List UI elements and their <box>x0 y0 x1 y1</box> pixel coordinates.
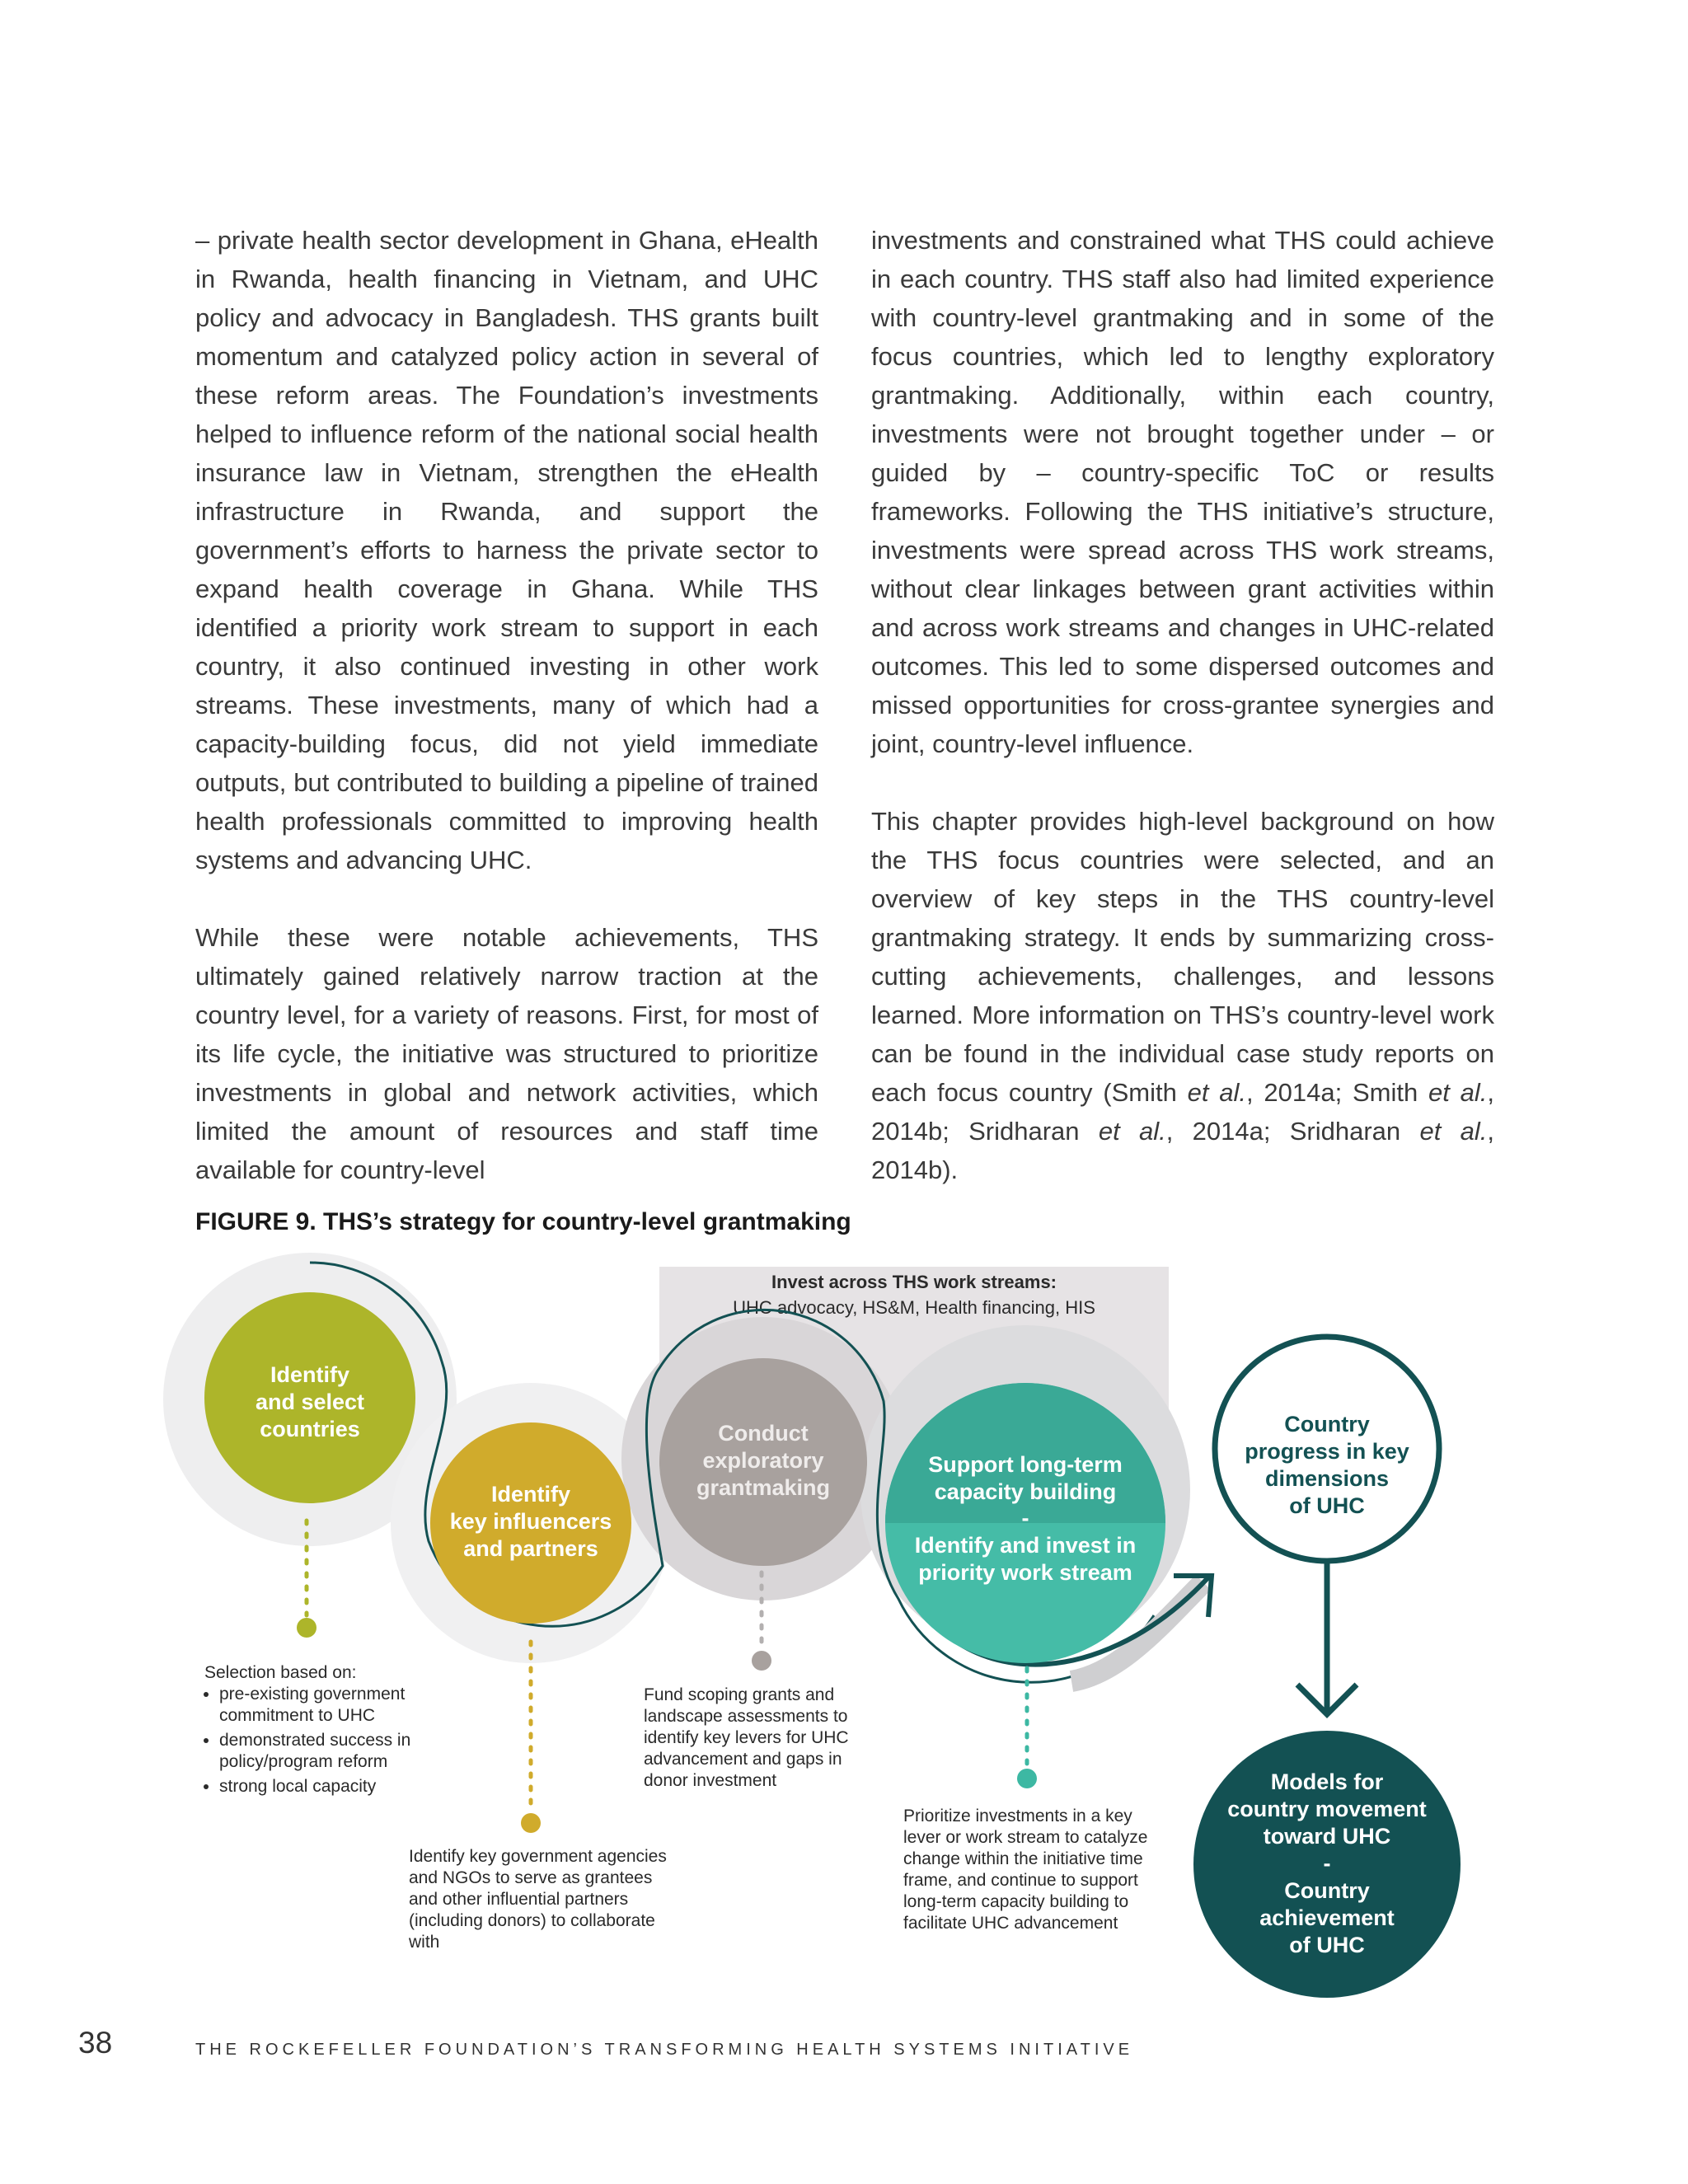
note-influencers: Identify key government agencies and NGOs to serve as grantees and other influential partners (including donors) to collaborate with <box>409 1847 667 1952</box>
right-paragraph-2: This chapter provides high-level background on how the THS focus countries were selected, and an overview of key steps in the THS country-level grantmaking strategy. It ends by summarizing cross-cutting achievements, challenges, and lessons learned. More information on THS’s country-level work can be found in the individual case study reports on each focus country (Smith et al., 2014a; Smith et al., 2014b; Sridharan et al., 2014a; Sridharan et al., 2014b). <box>871 807 1494 1184</box>
note-selection <box>204 1662 419 1801</box>
running-title: THE ROCKEFELLER FOUNDATION’S TRANSFORMING HEALTH SYSTEMS INITIATIVE <box>195 2041 1134 2059</box>
work-streams-header: Invest across THS work streams: <box>771 1272 1057 1292</box>
dot-end-exploratory <box>752 1651 771 1671</box>
dot-end-influencers <box>521 1813 541 1833</box>
label-models: Models for country movement toward UHC - Country achievement of UHC <box>1227 1769 1427 1957</box>
label-support-bottom: Identify and invest in priority work stream <box>914 1533 1137 1585</box>
left-paragraph-2: While these were notable achievements, THS ultimately gained relatively narrow traction at the country level, for a variety of reasons. First, for most of its life cycle, the initiative was structured to prioritize investments in global and network activities, which limited the amount of resources and staff time available for country-level <box>195 923 818 1184</box>
list-item: • pre-existing government commitment to UHC <box>219 1684 419 1727</box>
dot-end-identify-select <box>297 1618 316 1638</box>
list-item: • demonstrated success in policy/program reform <box>219 1730 419 1773</box>
list-item: • strong local capacity <box>219 1776 419 1797</box>
label-identify-select: Identify and select countries <box>255 1362 365 1441</box>
note-scoping: Fund scoping grants and landscape assessments to identify key levers for UHC advancement and gaps in donor investment <box>644 1685 849 1790</box>
note-prioritize: Prioritize investments in a key lever or work stream to catalyze change within the initiative time frame, and continue to support long-term capacity building to facilitate UHC advancement <box>903 1807 1148 1933</box>
page-number: 38 <box>78 2026 113 2060</box>
left-paragraph-1: – private health sector development in Ghana, eHealth in Rwanda, health financing in Vietnam, and UHC policy and advocacy in Bangladesh. THS grants built momentum and catalyzed policy action in several of these reform areas. The Foundation’s investments helped to influence reform of the national social health insurance law in Vietnam, strengthen the eHealth infrastructure in Rwanda, and support the government’s efforts to harness the private sector to expand health coverage in Ghana. While THS identified a priority work stream to support in each country, it also continued investing in other work streams. These investments, many of which had a capacity-building focus, did not yield immediate outputs, but contributed to building a pipeline of trained health professionals committed to improving health systems and advancing UHC. <box>195 226 818 874</box>
label-exploratory: Conduct exploratory grantmaking <box>696 1421 831 1500</box>
right-paragraph-1: investments and constrained what THS could achieve in each country. THS staff also had limited experience with country-level grantmaking and in some of the focus countries, which led to lengthy exploratory grantmaking. Additionally, within each country, investments were not brought together under – or guided by – country-specific ToC or results frameworks. Following the THS initiative’s structure, investments were spread across THS work streams, without clear linkages between grant activities within and across work streams and changes in UHC-related outcomes. This led to some dispersed outcomes and missed opportunities for cross-grantee synergies and joint, country-level influence. <box>871 226 1494 758</box>
note-selection-list <box>204 1684 419 1797</box>
work-streams-list: UHC advocacy, HS&M, Health financing, HIS <box>733 1297 1095 1318</box>
note-selection-header: Selection based on: <box>204 1663 357 1682</box>
label-support-top: Support long-term capacity building <box>928 1452 1123 1504</box>
dot-end-support <box>1017 1769 1037 1788</box>
label-support-dash: - <box>1021 1506 1029 1530</box>
label-influencers: Identify key influencers and partners <box>449 1482 612 1561</box>
label-progress: Country progress in key dimensions of UHC <box>1245 1412 1409 1518</box>
figure-title: FIGURE 9. THS’s strategy for country-level grantmaking <box>195 1208 851 1235</box>
